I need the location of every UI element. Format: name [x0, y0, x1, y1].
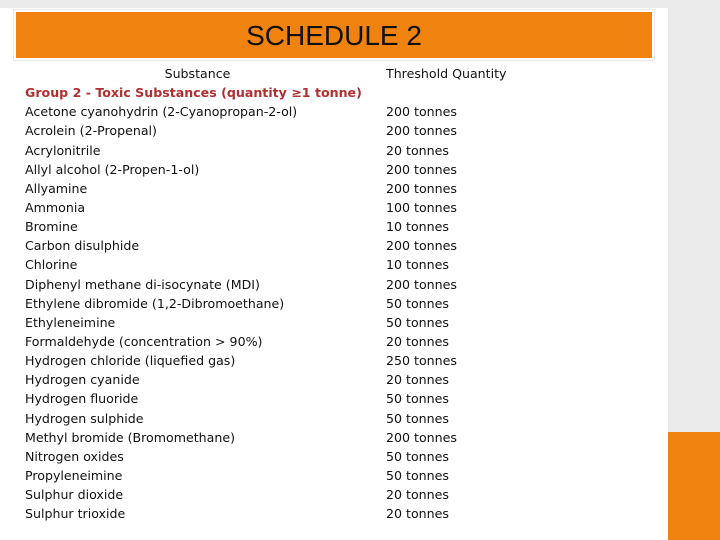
- threshold-cell: 10 tonnes: [386, 257, 449, 273]
- page-title: SCHEDULE 2: [246, 20, 422, 51]
- threshold-cell: 100 tonnes: [386, 199, 457, 215]
- threshold-cell: 20 tonnes: [386, 372, 449, 388]
- substance-cell: Hydrogen cyanide: [25, 372, 140, 388]
- substance-cell: Acrolein (2-Propenal): [25, 123, 157, 139]
- group-label: Group 2 - Toxic Substances (quantity ≥1 tonne): [25, 85, 362, 101]
- threshold-cell: 50 tonnes: [386, 467, 449, 483]
- threshold-cell: 200 tonnes: [386, 238, 457, 254]
- substance-header: Substance: [164, 66, 231, 81]
- threshold-cell: 200 tonnes: [386, 429, 457, 445]
- substance-cell: Allyamine: [25, 180, 88, 196]
- substance-cell: Hydrogen chloride (liquefied gas): [25, 353, 236, 369]
- substance-cell: Ammonia: [25, 199, 86, 215]
- threshold-cell: 50 tonnes: [386, 410, 449, 426]
- substance-list: [25, 102, 370, 523]
- substance-cell: Propyleneimine: [25, 467, 123, 483]
- substance-column: [25, 64, 370, 523]
- title-banner: [14, 10, 654, 60]
- substance-cell: Sulphur trioxide: [25, 506, 126, 522]
- substance-cell: Diphenyl methane di-isocynate (MDI): [25, 276, 260, 292]
- threshold-header: Threshold Quantity: [386, 66, 507, 81]
- threshold-cell: 20 tonnes: [386, 333, 449, 349]
- threshold-cell: 250 tonnes: [386, 353, 457, 369]
- substance-cell: Chlorine: [25, 257, 78, 273]
- threshold-list: [386, 102, 656, 523]
- substance-cell: Ethyleneimine: [25, 314, 116, 330]
- threshold-cell: 200 tonnes: [386, 104, 457, 120]
- side-decor-gray: [668, 8, 720, 432]
- threshold-cell: 20 tonnes: [386, 142, 449, 158]
- substance-cell: Hydrogen fluoride: [25, 391, 139, 407]
- side-decor-orange: [668, 432, 720, 540]
- substance-cell: Formaldehyde (concentration > 90%): [25, 333, 263, 349]
- substance-cell: Acetone cyanohydrin (2-Cyanopropan-2-ol): [25, 104, 298, 120]
- threshold-cell: 200 tonnes: [386, 161, 457, 177]
- threshold-cell: 50 tonnes: [386, 295, 449, 311]
- substance-cell: Methyl bromide (Bromomethane): [25, 429, 236, 445]
- substance-cell: Ethylene dibromide (1,2-Dibromoethane): [25, 295, 285, 311]
- threshold-cell: 200 tonnes: [386, 180, 457, 196]
- threshold-cell: 200 tonnes: [386, 123, 457, 139]
- threshold-cell: 50 tonnes: [386, 391, 449, 407]
- substance-cell: Nitrogen oxides: [25, 448, 124, 464]
- substance-cell: Allyl alcohol (2-Propen-1-ol): [25, 161, 200, 177]
- threshold-cell: 20 tonnes: [386, 487, 449, 503]
- substance-cell: Carbon disulphide: [25, 238, 140, 254]
- substance-cell: Bromine: [25, 219, 78, 235]
- threshold-cell: 10 tonnes: [386, 219, 449, 235]
- threshold-column: [386, 64, 656, 523]
- threshold-cell: 50 tonnes: [386, 314, 449, 330]
- threshold-cell: 200 tonnes: [386, 276, 457, 292]
- substance-cell: Hydrogen sulphide: [25, 410, 144, 426]
- substance-cell: Sulphur dioxide: [25, 487, 124, 503]
- threshold-cell: 50 tonnes: [386, 448, 449, 464]
- threshold-spacer: [386, 83, 656, 102]
- threshold-cell: 20 tonnes: [386, 506, 449, 522]
- substance-cell: Acrylonitrile: [25, 142, 101, 158]
- top-decor-bar: [0, 0, 720, 8]
